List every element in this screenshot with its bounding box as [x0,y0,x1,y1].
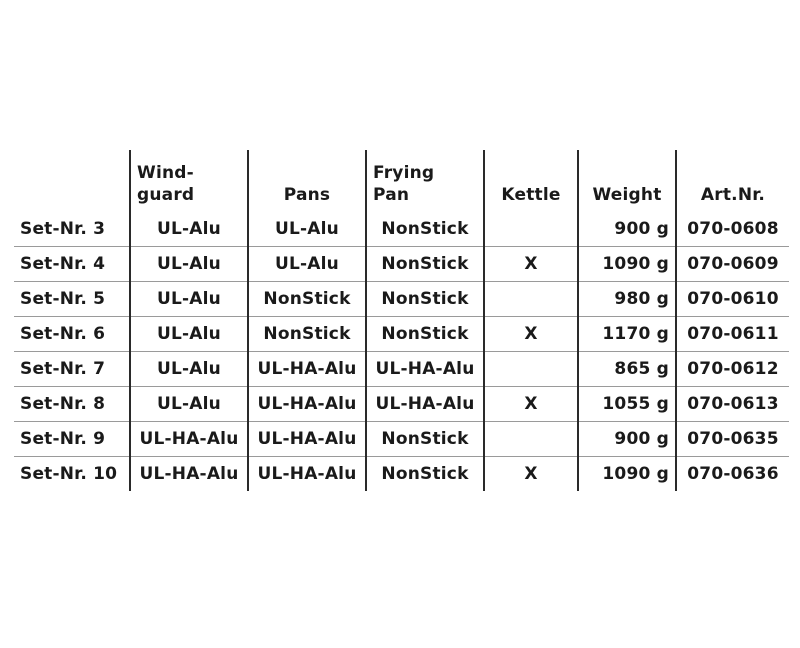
table-row [14,457,789,492]
cell-kettle [484,422,578,457]
cell-art-nr: 070-0608 [676,212,789,247]
table-row [14,352,789,387]
cell-pans: UL-Alu [248,212,366,247]
cell-windguard: UL-Alu [130,352,248,387]
header-weight: Weight [578,150,676,212]
cell-frying-pan: NonStick [366,282,484,317]
cell-set: Set-Nr. 5 [14,282,130,317]
cell-art-nr: 070-0612 [676,352,789,387]
cell-frying-pan: UL-HA-Alu [366,387,484,422]
cookset-spec-table [14,150,789,491]
header-windguard [130,150,248,212]
cell-pans: NonStick [248,317,366,352]
cell-windguard: UL-Alu [130,317,248,352]
cell-windguard: UL-Alu [130,282,248,317]
cell-kettle: X [484,457,578,492]
cell-set: Set-Nr. 4 [14,247,130,282]
cell-windguard: UL-HA-Alu [130,457,248,492]
cell-pans: UL-HA-Alu [248,457,366,492]
cell-art-nr: 070-0609 [676,247,789,282]
cell-kettle: X [484,387,578,422]
cell-windguard: UL-Alu [130,387,248,422]
header-windguard-line2: guard [137,185,195,205]
cell-set: Set-Nr. 6 [14,317,130,352]
cell-frying-pan: NonStick [366,317,484,352]
header-frying-line1: Frying [373,163,435,183]
cell-pans: UL-HA-Alu [248,422,366,457]
header-kettle: Kettle [484,150,578,212]
table-body [14,212,789,491]
cell-set: Set-Nr. 8 [14,387,130,422]
cell-weight: 980 g [578,282,676,317]
header-frying-line2: Pan [373,185,410,205]
cell-set: Set-Nr. 9 [14,422,130,457]
table-row [14,247,789,282]
cell-weight: 1090 g [578,247,676,282]
table-row [14,212,789,247]
table-header [14,150,789,212]
table-row [14,422,789,457]
cell-art-nr: 070-0636 [676,457,789,492]
cell-weight: 1170 g [578,317,676,352]
cell-kettle [484,212,578,247]
cell-set: Set-Nr. 3 [14,212,130,247]
cell-windguard: UL-Alu [130,247,248,282]
cell-kettle: X [484,247,578,282]
cell-set: Set-Nr. 10 [20,464,118,484]
cell-pans: UL-Alu [248,247,366,282]
cell-weight: 865 g [578,352,676,387]
cell-kettle: X [484,317,578,352]
cell-weight: 1090 g [578,457,676,492]
cell-frying-pan: NonStick [366,247,484,282]
cell-art-nr: 070-0635 [676,422,789,457]
cell-frying-pan: UL-HA-Alu [366,352,484,387]
cell-weight: 1055 g [578,387,676,422]
header-art-nr: Art.Nr. [676,150,789,212]
cell-art-nr: 070-0610 [676,282,789,317]
cell-frying-pan: NonStick [366,422,484,457]
cell-windguard: UL-Alu [130,212,248,247]
cell-pans: UL-HA-Alu [248,387,366,422]
cell-art-nr: 070-0611 [676,317,789,352]
header-set [14,150,130,212]
table-row [14,282,789,317]
table-row [14,387,789,422]
cell-frying-pan: NonStick [366,457,484,492]
cell-art-nr: 070-0613 [676,387,789,422]
table-row [14,317,789,352]
cell-pans: NonStick [248,282,366,317]
cell-windguard: UL-HA-Alu [130,422,248,457]
cell-weight: 900 g [578,212,676,247]
header-windguard-line1: Wind- [137,163,194,183]
cell-pans: UL-HA-Alu [248,352,366,387]
header-pans: Pans [248,150,366,212]
cell-set: Set-Nr. 7 [14,352,130,387]
cell-kettle [484,282,578,317]
cell-kettle [484,352,578,387]
cell-frying-pan: NonStick [366,212,484,247]
cell-weight: 900 g [578,422,676,457]
header-frying-pan [366,150,484,212]
header-row [14,150,789,212]
